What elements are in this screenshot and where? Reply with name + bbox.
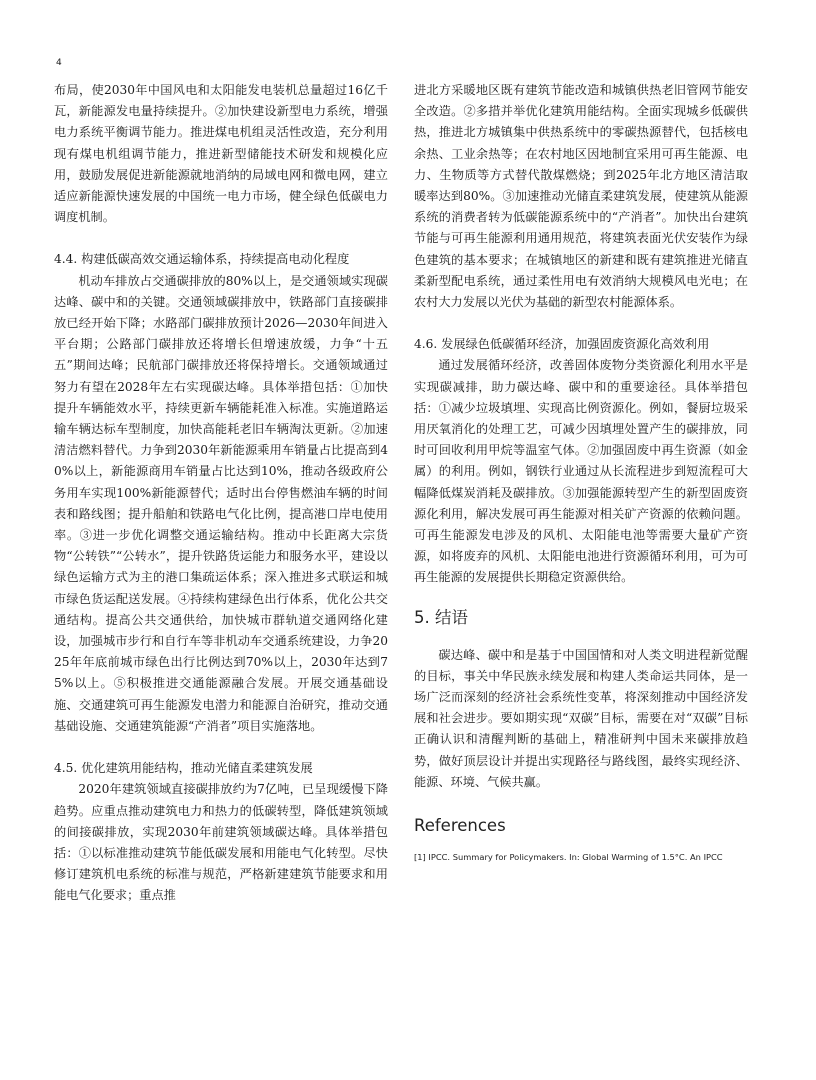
reference-item: [1] IPCC. Summary for Policymakers. In: Global Warming of 1.5°C. An IPCC [414, 852, 723, 863]
section-4-5-body: 2020年建筑领域直接碳排放约为7亿吨，已呈现缓慢下降趋势。应重点推动建筑电力和热力的低碳转型，降低建筑领域的间接碳排放，实现2030年前建筑领域碳达峰。具体举措包括：①以标准推动建筑节能低碳发展和用能电气化转型。尽快修订建筑机电系统的标准与规范，严格新建建筑节能要求和用能电气化要求；重点推 [54, 782, 388, 903]
section-5-heading: 5. 结语 [414, 607, 468, 627]
section-5-body: 碳达峰、碳中和是基于中国国情和对人类文明进程新觉醒的目标，事关中华民族永续发展和构建人类命运共同体，是一场广泛而深刻的经济社会系统性变革，将深刻推动中国经济发展和社会进步。要如期实现“双碳”目标，需要在对“双碳”目标正确认识和清醒判断的基础上，精准研判中国未来碳排放趋势，做好顶层设计并提出实现路径与路线图，最终实现经济、能源、环境、气候共赢。 [414, 647, 748, 789]
page-number: 4 [56, 58, 62, 68]
section-4-6-body: 通过发展循环经济，改善固体废物分类资源化利用水平是实现碳减排，助力碳达峰、碳中和的重要途径。具体举措包括：①减少垃圾填埋、实现高比例资源化。例如，餐厨垃圾采用厌氧消化的处理工艺，可减少因填埋处置产生的碳排放，同时可回收利用甲烷等温室气体。②加强固废中再生资源（如金属）的利用。例如，钢铁行业通过从长流程进步到短流程可大幅降低煤炭消耗及碳排放。③加强能源转型产生的新型固废资源化利用，解决发展可再生能源对相关矿产资源的依赖问题。可再生能源发电涉及的风机、太阳能电池等需要大量矿产资源，如将废弃的风机、太阳能电池进行资源循环利用，可为可再生能源的发展提供长期稳定资源供给。 [414, 358, 748, 585]
section-4-4-heading: 4.4. 构建低碳高效交通运输体系，持续提高电动化程度 [54, 252, 350, 267]
section-4-5-heading: 4.5. 优化建筑用能结构，推动光储直柔建筑发展 [54, 761, 313, 776]
paragraph-continued-right: 进北方采暖地区既有建筑节能改造和城镇供热老旧管网节能安全改造。②多措并举优化建筑用能结构。全面实现城乡低碳供热，推进北方城镇集中供热系统中的零碳热源替代，包括核电余热、工业余热等；在农村地区因地制宜采用可再生能源、电力、生物质等方式替代散煤燃烧；到2025年北方地区清洁取暖率达到80%。③加速推动光储直柔建筑发展，使建筑从能源系统的消费者转为低碳能源系统中的“产消者”。加快出台建筑节能与可再生能源利用通用规范，将建筑表面光伏安装作为绿色建筑的基本要求；在城镇地区的新建和既有建筑推进光储直柔新型配电系统，通过柔性用电有效消纳大规模风电光电；在农村大力发展以光伏为基础的新型农村能源体系。 [414, 83, 748, 310]
right-column [414, 80, 748, 863]
section-4-4-body: 机动车排放占交通碳排放的80%以上，是交通领域实现碳达峰、碳中和的关键。交通领域碳排放中，铁路部门直接碳排放已经开始下降；水路部门碳排放预计2026—2030年间进入平台期；公路部门碳排放还将增长但增速放缓，力争“十五五”期间达峰；民航部门碳排放还将保持增长。交通领域通过努力有望在2028年左右实现碳达峰。具体举措包括：①加快提升车辆能效水平，持续更新车辆能耗准入标准。实施道路运输车辆达标车型制度，加快高能耗老旧车辆淘汰更新。②加速清洁燃料替代。力争到2030年新能源乘用车销量占比提高到40%以上，新能源商用车销量占比达到10%，推动各级政府公务用车实现100%新能源替代；适时出台停售燃油车辆的时间表和路线图；提升船舶和铁路电气化比例，提高港口岸电使用率。③进一步优化调整交通运输结构。推动中长距离大宗货物“公转铁”“公转水”，提升铁路货运能力和服务水平，建设以绿色运输方式为主的港口集疏运体系；深入推进多式联运和城市绿色货运配送发展。④持续构建绿色出行体系，优化公共交通结构。提高公共交通供给，加快城市群轨道交通网络化建设，加强城市步行和自行车等非机动车交通系统建设，力争2025年年底前城市绿色出行比例达到70%以上，2030年达到75%以上。⑤积极推进交通能源融合发展。开展交通基础设施、交通建筑可再生能源发电潜力和能源自治研究，推动交通基础设施、交通建筑能源“产消者”项目实施落地。 [54, 273, 388, 733]
references-heading: References [414, 816, 506, 836]
section-4-6-heading: 4.6. 发展绿色低碳循环经济，加强固废资源化高效利用 [414, 337, 710, 352]
paragraph-continued: 布局，使2030年中国风电和太阳能发电装机总量超过16亿千瓦，新能源发电量持续提升。②加快建设新型电力系统，增强电力系统平衡调节能力。推进煤电机组灵活性改造，充分利用现有煤电机组调节能力，推进新型储能技术研发和规模化应用，鼓励发展促进新能源就地消纳的局域电网和微电网，建立适应新能源快速发展的中国统一电力市场，健全绿色低碳电力调度机制。 [54, 83, 388, 225]
left-column [54, 80, 388, 907]
